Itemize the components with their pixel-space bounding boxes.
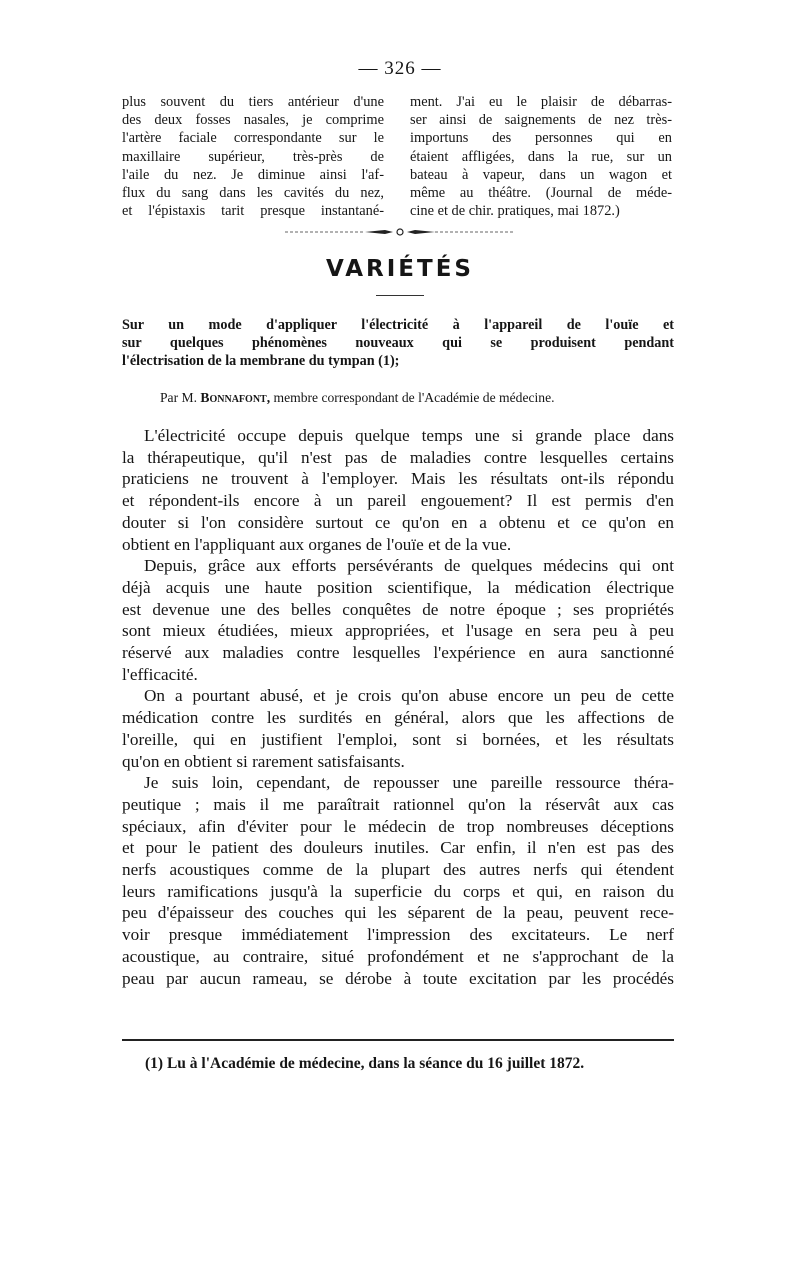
text-line: déjà acquis une haute position scientifique, la médication électrique [122, 577, 674, 597]
paragraph [122, 555, 674, 685]
text-line: l'oreille, qui en justifient l'emploi, sont si bornées, et les résultats [122, 729, 674, 749]
author-affiliation: membre correspondant de l'Académie de médecine. [273, 390, 555, 405]
text-line: L'électricité occupe depuis quelque temps une si grande place dans [144, 426, 674, 445]
author-name: Bonnafont, [200, 390, 271, 405]
text-line: praticiens ne trouvent à l'employer. Mais les résultats ont-ils répondu [122, 469, 674, 489]
text-line: est devenue une des belles conquêtes de notre époque ; ses propriétés [122, 599, 674, 619]
text-line: obtient en l'appliquant aux organes de l'ouïe et de la vue. [122, 534, 512, 554]
text-line: l'artère faciale correspondante sur le [122, 130, 384, 147]
text-line: qu'on en obtient si rarement satisfaisants. [122, 751, 405, 771]
text-line: même au théâtre. (Journal de méde- [410, 185, 672, 202]
text-line: importuns des personnes qui en [410, 130, 672, 147]
text-line: Depuis, grâce aux efforts persévérants de quelques médecins qui ont [144, 556, 674, 576]
text-line: peau par aucun rameau, se dérobe à toute excitation par les procédés [122, 968, 674, 988]
text-line: peutique ; mais il me paraîtrait rationnel qu'on la réservât aux cas [122, 794, 674, 814]
article-title-line: l'électrisation de la membrane du tympan (1); [122, 353, 400, 370]
section-title: VARIÉTÉS [326, 256, 474, 282]
paragraph [122, 685, 674, 772]
article-title-line: sur quelques phénomènes nouveaux qui se produisent pendant [122, 335, 674, 352]
ornament-divider [285, 226, 515, 238]
text-line: la thérapeutique, qu'il n'est pas de maladies contre lesquelles certains [122, 447, 674, 467]
text-line: nerfs acoustiques comme de la plupart des autres nerfs qui étendent [122, 860, 674, 880]
article-body [122, 425, 674, 989]
text-line: des deux fosses nasales, je comprime [122, 112, 384, 129]
left-column [122, 93, 384, 220]
title-rule [376, 295, 424, 296]
text-line: médication contre les surdités en général, alors que les affections de [122, 708, 674, 728]
footnote: (1) Lu à l'Académie de médecine, dans la séance du 16 juillet 1872. [145, 1055, 585, 1072]
right-column [410, 93, 672, 220]
text-line: leurs ramifications jusqu'à la superficie du corps et qui, en raison du [122, 881, 674, 901]
text-line: Je suis loin, cependant, de repousser une pareille ressource théra- [144, 773, 674, 793]
page-number: — 326 — [358, 58, 442, 79]
text-line: étaient affligées, dans la rue, sur un [410, 148, 672, 165]
text-line: plus souvent du tiers antérieur d'une [122, 94, 384, 110]
paragraph [122, 772, 674, 989]
text-line: On a pourtant abusé, et je crois qu'on abuse encore un peu de cette [144, 686, 674, 706]
text-line: ser ainsi de saignements de nez très- [410, 112, 672, 129]
text-line: acoustique, au contraire, situé profondément et ne s'approchant de la [122, 946, 674, 966]
text-line: sont mieux étudiées, mieux appropriées, et l'usage en sera peu à peu [122, 621, 674, 641]
text-line: flux du sang dans les cavités du nez, [122, 185, 384, 202]
author-line [160, 389, 680, 407]
text-line: cine et de chir. pratiques, mai 1872.) [410, 203, 620, 220]
text-line: l'aile du nez. Je diminue ainsi l'af- [122, 166, 384, 183]
paragraph [122, 425, 674, 555]
article-title-line: Sur un mode d'appliquer l'électricité à l'appareil de l'ouïe et [122, 317, 674, 333]
text-line: voir presque immédiatement l'impression des excitateurs. Le nerf [122, 925, 674, 945]
text-line: maxillaire supérieur, très-près de [122, 148, 384, 165]
text-line: bateau à vapeur, dans un wagon et [410, 166, 672, 183]
text-line: ment. J'ai eu le plaisir de débarras- [410, 94, 672, 110]
text-line: et pour le patient des douleurs inutiles. Car enfin, il n'en est pas des [122, 838, 674, 858]
text-line: douter si l'on considère surtout ce qu'on en a obtenu et ce qu'on en [122, 512, 674, 532]
text-line: et l'épistaxis tarit presque instantané- [122, 203, 384, 220]
text-line: spéciaux, afin d'éviter pour le médecin de trop nombreuses déceptions [122, 816, 674, 836]
author-prefix: Par M. [160, 390, 198, 405]
text-line: réservé aux maladies contre lesquelles l'expérience en aura sanctionné [122, 643, 674, 663]
text-line: l'efficacité. [122, 664, 198, 684]
article-title [122, 316, 674, 371]
footnote-rule [122, 1039, 674, 1041]
text-line: peu d'épaisseur des couches qui les séparent de la peau, peuvent rece- [122, 903, 674, 923]
text-line: et répondent-ils encore à un pareil engouement? Il est permis d'en [122, 491, 674, 511]
